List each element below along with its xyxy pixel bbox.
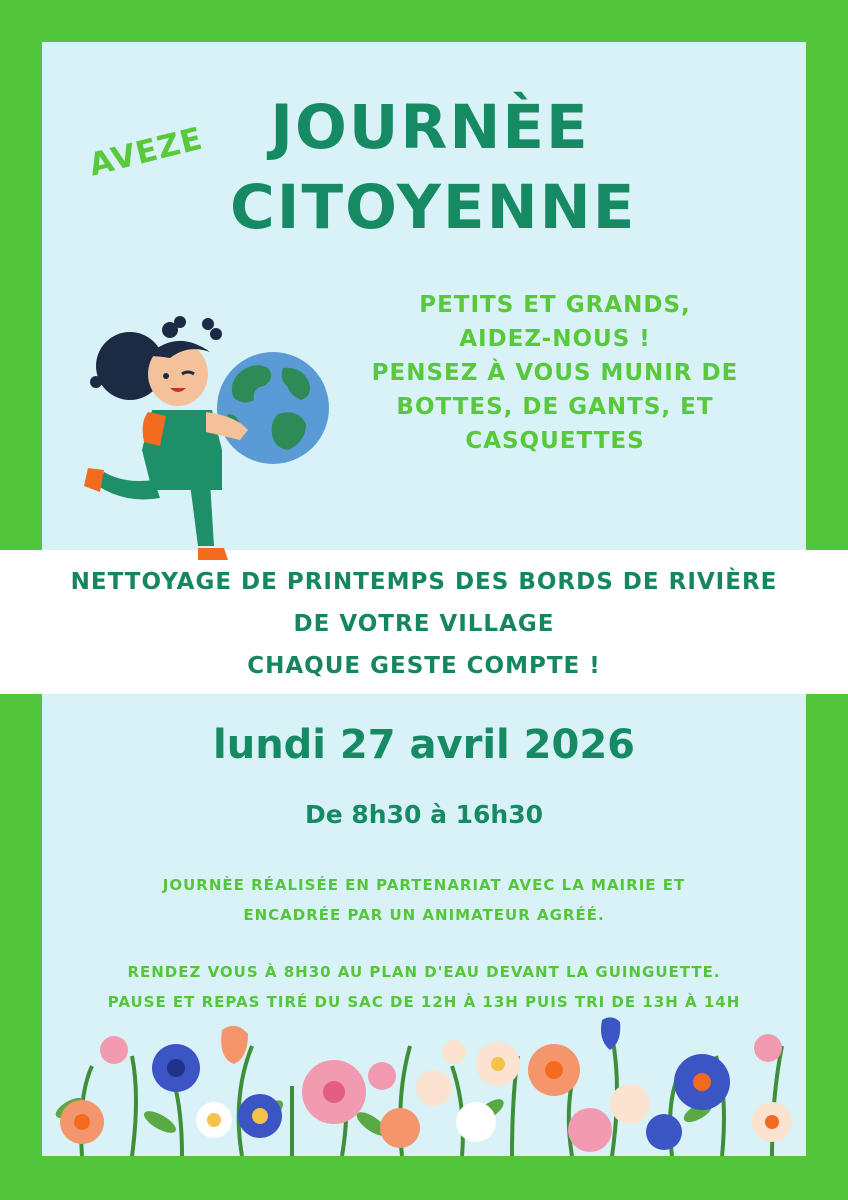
partnership-info	[0, 870, 848, 930]
advice-text	[360, 288, 750, 458]
page-title	[230, 88, 637, 248]
village-name: AVEZE	[85, 120, 207, 184]
event-date: lundi 27 avril 2026	[213, 722, 635, 768]
band-line: NETTOYAGE DE PRINTEMPS DES BORDS DE RIVIÈRE	[70, 569, 778, 595]
band-message	[0, 561, 848, 687]
advice-line: AIDEZ-NOUS !	[459, 326, 651, 352]
event-hours: De 8h30 à 16h30	[304, 800, 544, 829]
girl-figure	[84, 316, 248, 560]
info-line: PAUSE ET REPAS TIRÉ DU SAC DE 12H À 13H PUIS TRI DE 13H À 14H	[107, 993, 741, 1011]
advice-line: CASQUETTES	[465, 428, 645, 454]
advice-line: PETITS ET GRANDS,	[419, 292, 691, 318]
meeting-info	[0, 957, 848, 1017]
title-line-2: CITOYENNE	[230, 172, 637, 243]
band-line: DE VOTRE VILLAGE	[293, 611, 555, 637]
flower-border-illustration	[42, 1012, 806, 1156]
info-line: ENCADRÉE PAR UN ANIMATEUR AGRÉÉ.	[243, 906, 605, 924]
advice-line: PENSEZ À VOUS MUNIR DE	[371, 360, 739, 386]
child-holding-earth-illustration	[78, 304, 338, 578]
advice-line: BOTTES, DE GANTS, ET	[396, 394, 714, 420]
earth-globe-icon	[217, 352, 329, 464]
band-line: CHAQUE GESTE COMPTE !	[247, 653, 601, 679]
info-line: RENDEZ VOUS À 8H30 AU PLAN D'EAU DEVANT LA GUINGUETTE.	[127, 963, 721, 981]
title-line-1: JOURNÈE	[270, 92, 590, 163]
info-line: JOURNÈE RÉALISÉE EN PARTENARIAT AVEC LA MAIRIE ET	[162, 876, 686, 894]
